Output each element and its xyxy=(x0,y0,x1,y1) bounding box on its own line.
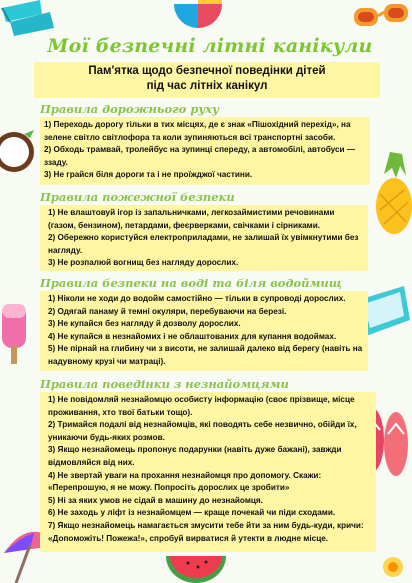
list-item: 2) Тримайся подалі від незнайомців, які поводять себе незвично, обійди їх, уникаючи будь-яких розмов. xyxy=(48,420,357,442)
list-item: 2) Одягай панаму й темні окуляри, перебуваючи на березі. xyxy=(48,306,287,316)
list-item: 3) Не купайся без нагляду й дозволу дорослих. xyxy=(48,319,241,329)
beach-ball-icon xyxy=(172,0,224,30)
list-item: 6) Не заходь у ліфт із незнайомцем — краще почекай чи піди сходами. xyxy=(48,508,336,518)
section-box-strangers xyxy=(40,392,376,552)
logo-icon xyxy=(380,555,406,579)
subtitle-box xyxy=(34,62,380,98)
watermelon-icon xyxy=(166,556,226,583)
section-heading-traffic: Правила дорожнього руху xyxy=(40,102,219,116)
pineapple-icon xyxy=(370,152,412,242)
list-item: 2) Обходь трамвай, тролейбус на зупинці спереду, а автомобілі, автобуси — ззаду. xyxy=(44,145,356,167)
section-heading-fire: Правила пожежної безпеки xyxy=(40,190,235,204)
page-title: Мої безпечні літні канікули xyxy=(47,35,373,57)
list-item: 3) Не розпалюй вогнищ без нагляду дорослих. xyxy=(48,258,239,268)
list-item: 4) Не звертай уваги на прохання незнайомця про допомогу. Скажи: «Перепрошую, я не можу. Попросіть дорослих це зробити» xyxy=(48,470,322,493)
list-item: 5) Не пірнай на глибину чи з висоти, не залишай далеко від берегу (навіть на надувному крузі чи матраці). xyxy=(48,344,363,366)
section-heading-strangers: Правила поведінки з незнайомцями xyxy=(40,377,289,391)
list-item: 2) Обережно користуйся електроприладами, не залишай їх увімкнутими без нагляду. xyxy=(48,233,359,255)
list-item: 1) Ніколи не ходи до водойм самостійно — тільки в супроводі дорослих. xyxy=(48,294,346,303)
list-item: 4) Не купайся в незнайомих і не облаштованих для купання водоймах. xyxy=(48,331,337,341)
section-heading-water: Правила безпеки на воді та біля водоймищ xyxy=(40,276,342,290)
list-item: 1) Не повідомляй незнайомцю особисту інформацію (своє прізвище, місце проживання, хто твої батьки тощо). xyxy=(48,395,355,417)
subtitle-line-2: під час літніх канікул xyxy=(146,80,268,92)
list-item: 1) Переходь дорогу тільки в тих місцях, де є знак «Пішохідний перехід», на зелене світло світлофора та коли зупиняються всі транспортні засоби. xyxy=(44,120,351,142)
list-item: 1) Не влаштовуй ігор із запальничками, легкозаймистими речовинами (газом, бензином), петардами, феєрверками, свічками і сірниками. xyxy=(48,208,335,230)
sunglasses-icon xyxy=(350,0,412,36)
section-box-traffic xyxy=(40,117,370,185)
list-item: 7) Якщо незнайомець намагається змусити тебе йти за ним будь-куди, кричи: «Допоможіть! Пожежа!», спробуй вирватися й утекти в людне місце. xyxy=(48,520,364,543)
section-box-water xyxy=(40,291,368,371)
flippers-icon xyxy=(0,0,70,38)
list-item: 5) Ні за яких умов не сідай в машину до незнайомця. xyxy=(48,495,263,505)
list-item: 3) Якщо незнайомець пропонує подарунки (навіть дуже бажані), завжди відмовляйся від них. xyxy=(48,445,342,467)
coconut-icon xyxy=(0,130,40,174)
list-item: 3) Не грайся біля дороги та і не проїжджої частини. xyxy=(44,170,253,180)
section-box-fire xyxy=(40,205,368,271)
ice-cream-icon xyxy=(0,300,30,370)
subtitle-line-1: Пам'ятка щодо безпечної поведінки дітей xyxy=(88,65,326,77)
